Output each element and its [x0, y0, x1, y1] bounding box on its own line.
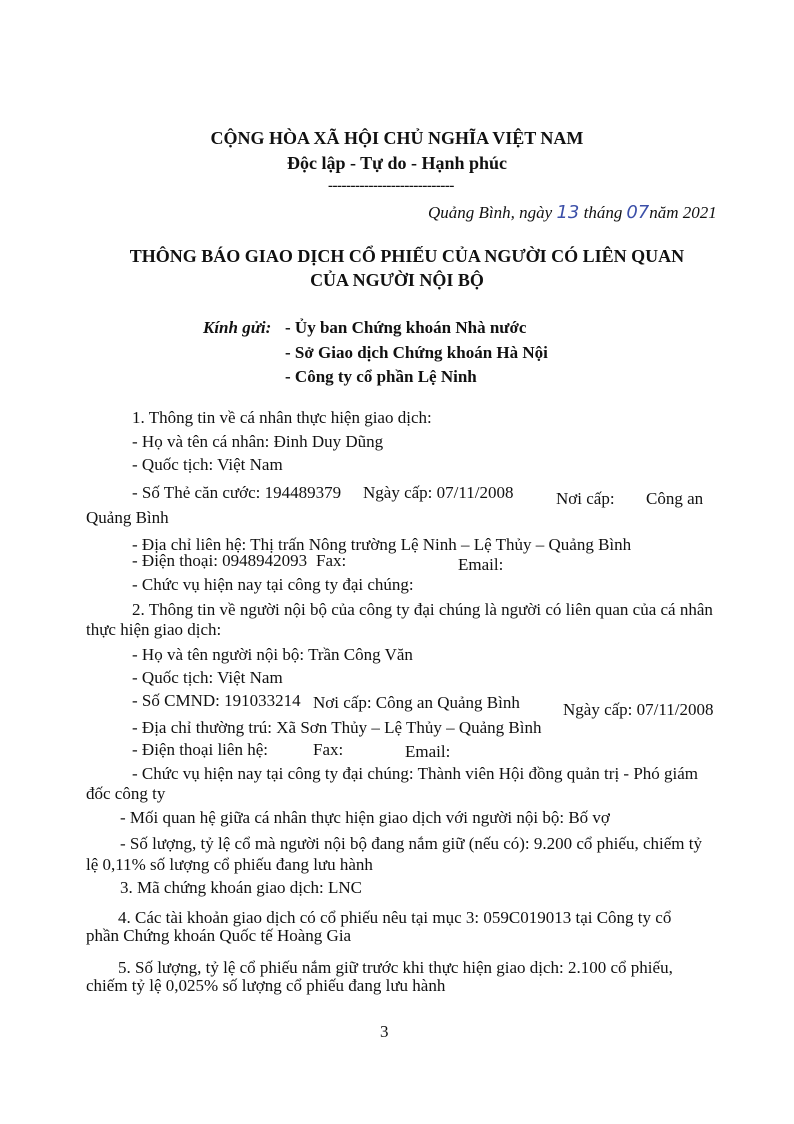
- section2-heading: 2. Thông tin về người nội bộ của công ty đại chúng là người có liên quan của cá nhân: [132, 600, 713, 619]
- section2-name: - Họ và tên người nội bộ: Trần Công Văn: [132, 645, 413, 664]
- section2-position: - Chức vụ hiện nay tại công ty đại chúng: Thành viên Hội đồng quản trị - Phó giám: [132, 764, 699, 783]
- motto: Độc lập - Tự do - Hạnh phúc: [286, 153, 508, 173]
- section1-heading: 1. Thông tin về cá nhân thực hiện giao dịch:: [132, 408, 432, 427]
- section1-name: - Họ và tên cá nhân: Đinh Duy Dũng: [132, 432, 384, 451]
- document-title-line1: THÔNG BÁO GIAO DỊCH CỔ PHIẾU CỦA NGƯỜI CÓ LIÊN QUAN: [129, 246, 685, 266]
- section2-holdings-cont: lệ 0,11% số lượng cổ phiếu đang lưu hành: [86, 855, 373, 874]
- page-number: 3: [380, 1022, 389, 1041]
- recipient-item: - Công ty cổ phần Lệ Ninh: [285, 367, 477, 386]
- header-separator: ----------------------------: [328, 178, 454, 194]
- section1-address: - Địa chỉ liên hệ: Thị trấn Nông trường Lệ Ninh – Lệ Thủy – Quảng Bình: [132, 535, 632, 554]
- section1-fax: Fax:: [316, 551, 347, 570]
- section1-id-place: Công an: [646, 489, 704, 508]
- recipient-item: - Sở Giao dịch Chứng khoán Hà Nội: [285, 343, 548, 362]
- section1-position: - Chức vụ hiện nay tại công ty đại chúng:: [132, 575, 414, 594]
- section4-accounts: 4. Các tài khoản giao dịch có cổ phiếu nêu tại mục 3: 059C019013 tại Công ty cổ: [118, 908, 672, 927]
- section4-accounts-cont: phần Chứng khoán Quốc tế Hoàng Gia: [86, 926, 352, 945]
- section5-holdings: 5. Số lượng, tỷ lệ cổ phiếu nắm giữ trước khi thực hiện giao dịch: 2.100 cổ phiếu,: [118, 958, 673, 977]
- section2-address: - Địa chỉ thường trú: Xã Sơn Thủy – Lệ Thủy – Quảng Bình: [132, 718, 542, 737]
- section1-id-date: Ngày cấp: 07/11/2008: [363, 483, 514, 502]
- section1-id-number: - Số Thẻ căn cước: 194489379: [132, 483, 342, 502]
- section1-id-place-label: Nơi cấp:: [556, 489, 615, 508]
- recipient-item: - Ủy ban Chứng khoán Nhà nước: [285, 318, 527, 337]
- section1-email: Email:: [458, 555, 504, 574]
- document-date: [428, 203, 717, 223]
- recipients-label: Kính gửi:: [203, 318, 272, 337]
- date-day: 13: [556, 202, 580, 223]
- section2-id-number: - Số CMND: 191033214: [132, 691, 301, 710]
- section2-holdings: - Số lượng, tỷ lệ cổ mà người nội bộ đang nắm giữ (nếu có): 9.200 cổ phiếu, chiếm tỷ: [120, 834, 702, 853]
- document-title-line2: CỦA NGƯỜI NỘI BỘ: [310, 270, 484, 290]
- date-month-label: tháng: [583, 203, 623, 222]
- section2-phone: - Điện thoại liên hệ:: [132, 740, 268, 759]
- section2-fax: Fax:: [313, 740, 344, 759]
- date-year-label: năm 2021: [649, 203, 717, 222]
- section2-relationship: - Mối quan hệ giữa cá nhân thực hiện giao dịch với người nội bộ: Bố vợ: [120, 808, 610, 827]
- section2-position-cont: đốc công ty: [86, 784, 166, 803]
- section1-phone: - Điện thoại: 0948942093: [132, 551, 308, 570]
- section2-email: Email:: [405, 742, 451, 761]
- section2-nationality: - Quốc tịch: Việt Nam: [132, 668, 283, 687]
- section2-heading-cont: thực hiện giao dịch:: [86, 620, 222, 639]
- section3-ticker: 3. Mã chứng khoán giao dịch: LNC: [120, 878, 362, 897]
- section1-id-place-cont: Quảng Bình: [86, 508, 169, 527]
- national-title: CỘNG HÒA XÃ HỘI CHỦ NGHĨA VIỆT NAM: [210, 128, 584, 148]
- section1-nationality: - Quốc tịch: Việt Nam: [132, 455, 283, 474]
- date-prefix: Quảng Bình, ngày: [428, 203, 553, 222]
- section5-holdings-cont: chiếm tỷ lệ 0,025% số lượng cổ phiếu đang lưu hành: [86, 976, 446, 995]
- section2-id-date: Ngày cấp: 07/11/2008: [563, 700, 714, 719]
- date-month: 07: [626, 202, 650, 223]
- section2-id-place: Nơi cấp: Công an Quảng Bình: [313, 693, 520, 712]
